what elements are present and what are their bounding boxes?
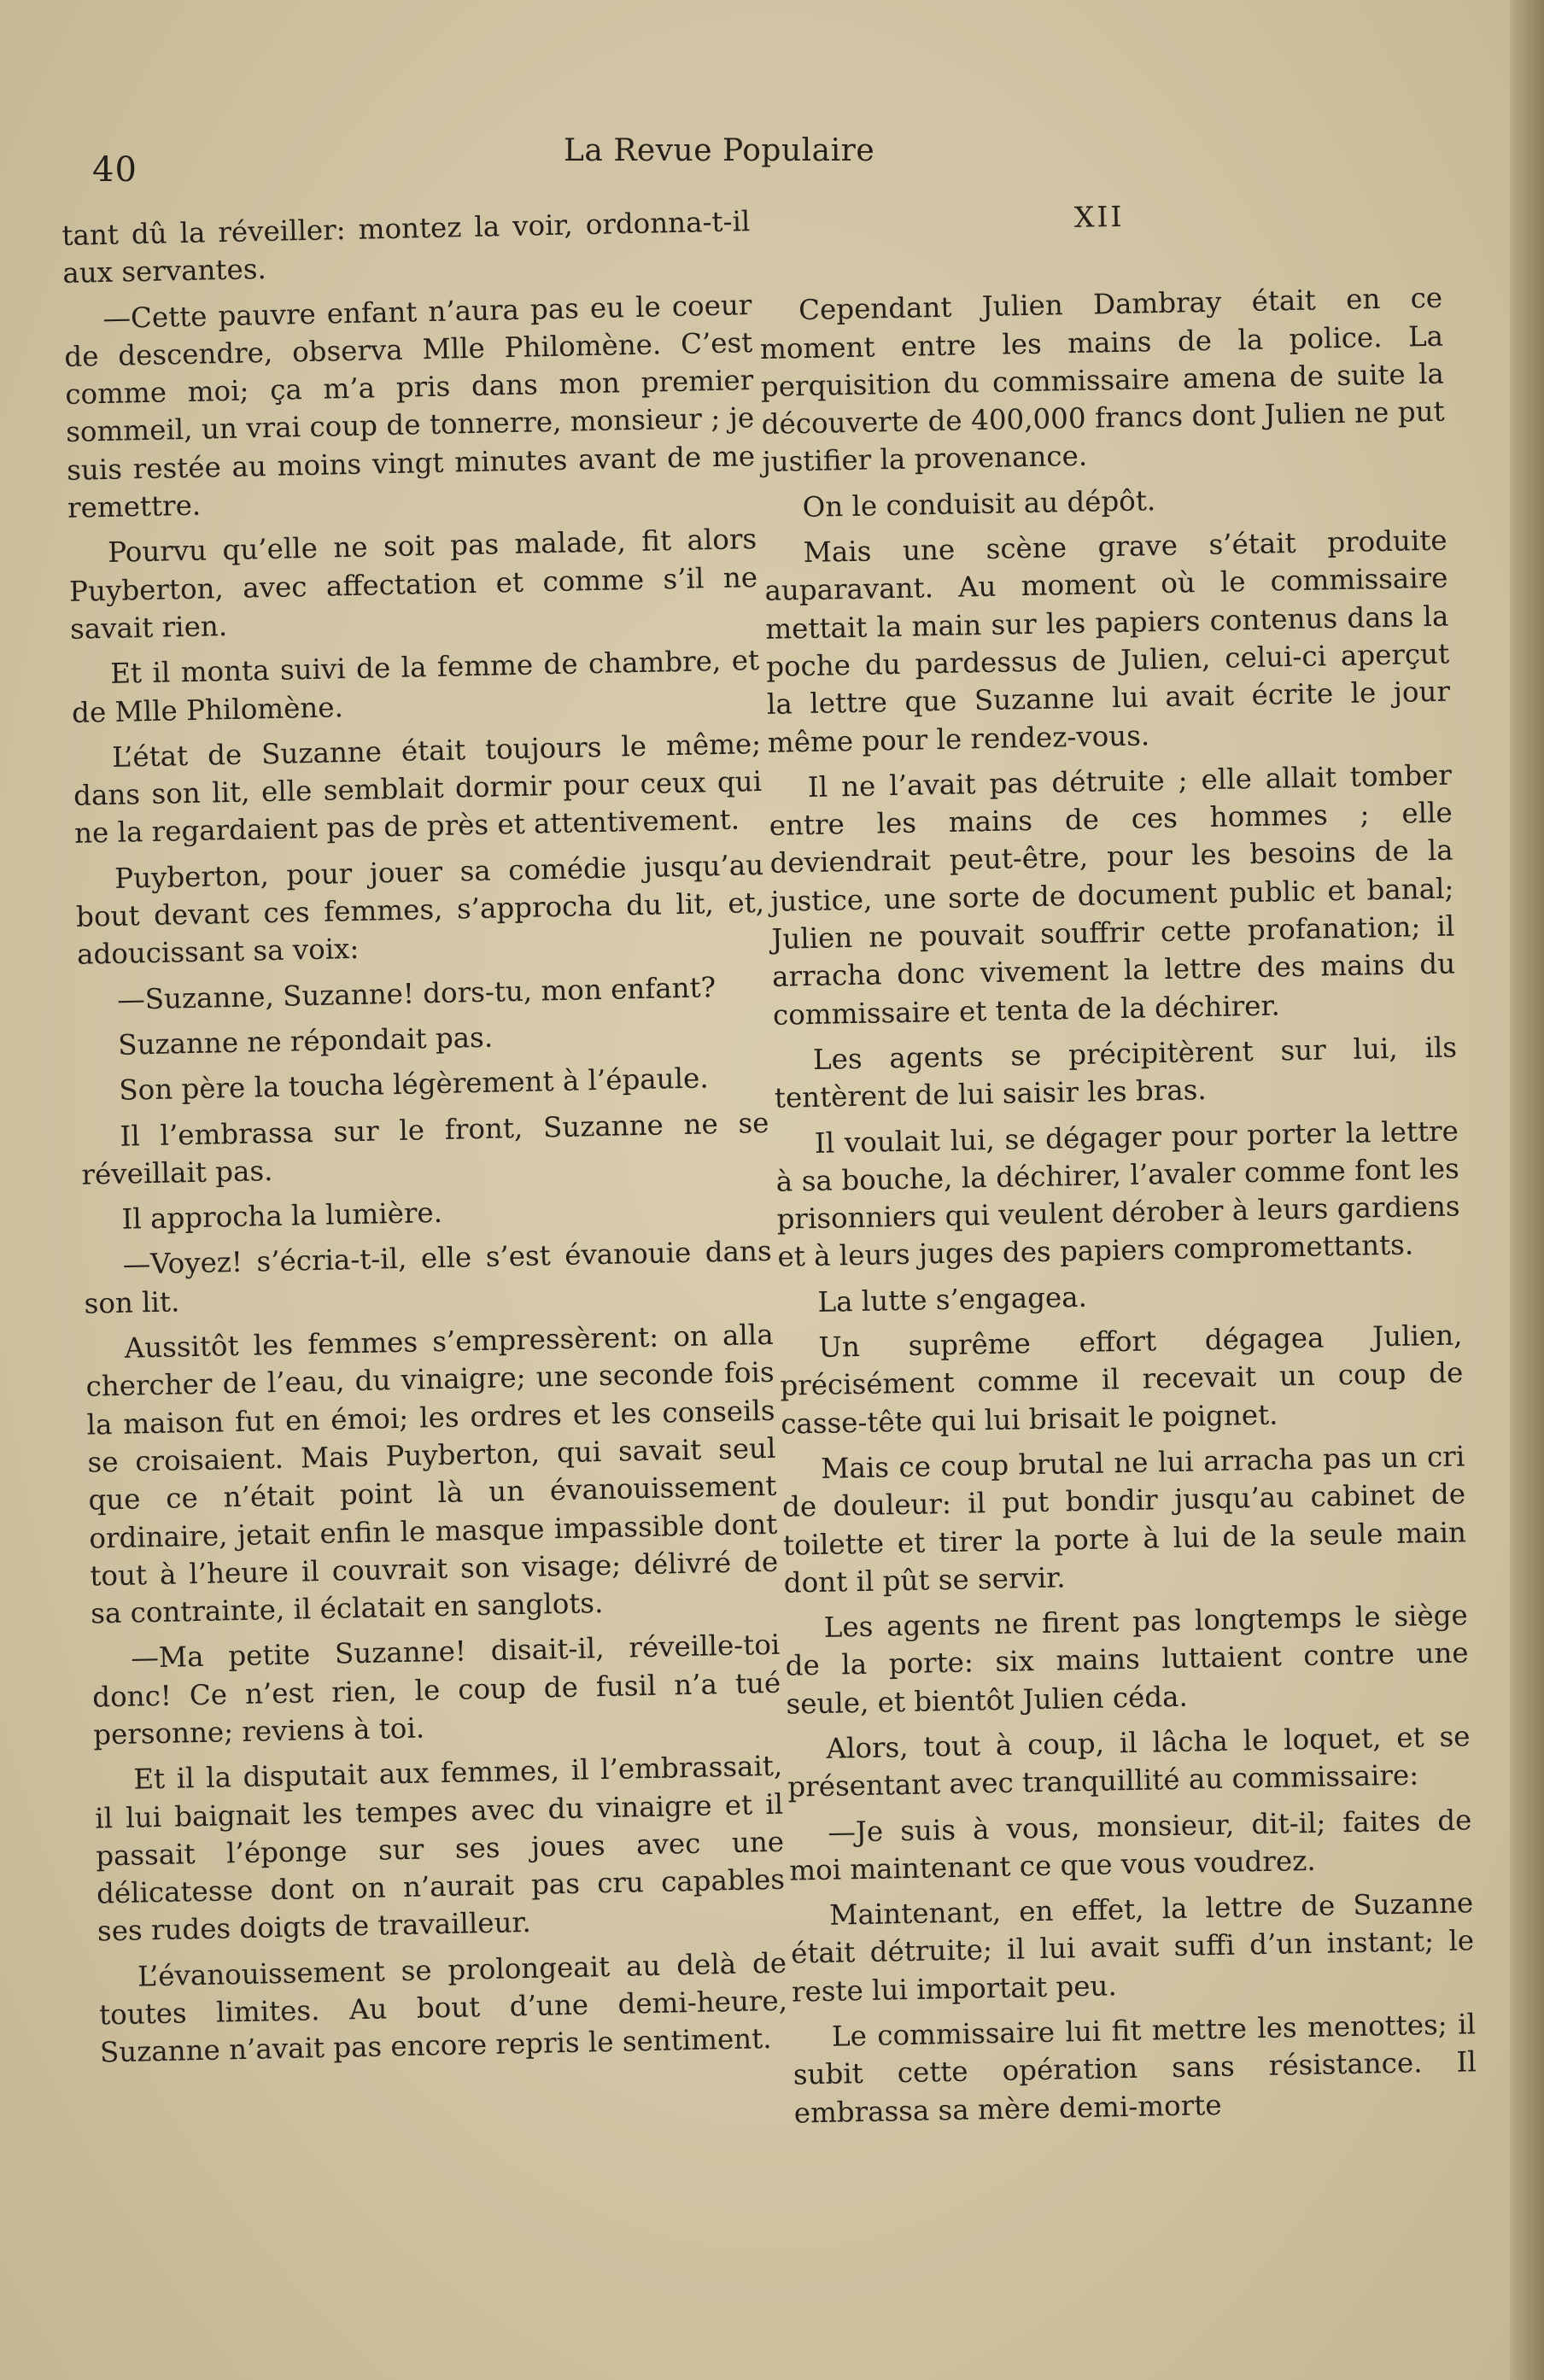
paragraph: La lutte s’engagea. xyxy=(817,1280,1088,1319)
running-head: La Revue Populaire xyxy=(564,133,875,168)
paragraph: Puyberton, pour jouer sa comédie jusqu’au bout devant ces femmes, s’approcha du lit, et, adoucissant sa voix: xyxy=(75,848,765,972)
paragraph: Le commissaire lui fit mettre les menottes; il subit cette opération sans résistance. Il embrassa sa mère demi-morte xyxy=(792,2008,1477,2130)
paragraph: On le conduisit au dépôt. xyxy=(802,483,1156,523)
paragraph: tant dû la réveiller: montez la voir, ordonna-t-il aux servantes. xyxy=(61,205,751,290)
right-column xyxy=(758,199,1477,2140)
paragraph: Les agents ne firent pas longtemps le siège de la porte: six mains luttaient contre une seule, et bientôt Julien céda. xyxy=(785,1599,1469,1721)
paragraph: Et il monta suivi de la femme de chambre, et de Mlle Philomène. xyxy=(71,644,760,729)
paragraph: Maintenant, en effet, la lettre de Suzanne était détruite; il lui avait suffi d’un instant; le reste lui importait peu. xyxy=(790,1886,1475,2009)
paragraph: Son père la toucha légèrement à l’épaule. xyxy=(119,1061,709,1108)
paragraph: Cependant Julien Dambray était en ce moment entre les mains de la police. La perquisition du commissaire amena de suite la découverte de 400,000 francs dont Julien ne put justifier la provenance. xyxy=(759,281,1446,479)
left-column xyxy=(61,202,789,2079)
page-spine-shadow xyxy=(1510,0,1544,2380)
paragraph: —Suzanne, Suzanne! dors-tu, mon enfant? xyxy=(116,970,716,1016)
paragraph: Aussitôt les femmes s’empressèrent: on alla chercher de l’eau, du vinaigre; une seconde fois la maison fut en émoi; les ordres et les conseils se croisaient. Mais Puyberton, qui savait seul que ce n’était point là un évanouissement ordinaire, jetait enfin le masque impassible dont tout à l’heure il couvrait son visage; délivré de sa contrainte, il éclatait en sanglots. xyxy=(85,1318,779,1630)
paragraph: Suzanne ne répondait pas. xyxy=(117,1020,494,1061)
paragraph: —Voyez! s’écria-t-il, elle s’est évanouie dans son lit. xyxy=(84,1235,772,1320)
paragraph: Un suprême effort dégagea Julien, précisément comme il recevait un coup de casse-tête qui lui brisait le poignet. xyxy=(780,1319,1464,1441)
paragraph: —Cette pauvre enfant n’aura pas eu le coeur de descendre, observa Mlle Philomène. C’est comme moi; ça m’a pris dans mon premier sommeil, un vrai coup de tonnerre, monsieur ; je suis restée au moins vingt minutes avant de me remettre. xyxy=(64,288,756,524)
paragraph: L’état de Suzanne était toujours le même; dans son lit, elle semblait dormir pour ceux qui ne la regardaient pas de près et attentivement. xyxy=(73,727,763,851)
paragraph: Mais ce coup brutal ne lui arracha pas un cri de douleur: il put bondir jusqu’au cabinet de toilette et tirer la porte à lui de la seule main dont il pût se servir. xyxy=(781,1440,1467,1599)
paragraph: Pourvu qu’elle ne soit pas malade, fit alors Puyberton, avec affectation et comme s’il ne savait rien. xyxy=(68,523,758,646)
paragraph: —Ma petite Suzanne! disait-il, réveille-toi donc! Ce n’est rien, le coup de fusil n’a tué personne; reviens à toi. xyxy=(91,1629,781,1751)
paragraph: Alors, tout à coup, il lâcha le loquet, et se présentant avec tranquillité au commissaire: xyxy=(787,1720,1471,1804)
paragraph: Et il la disputait aux femmes, il l’embrassait, il lui baignait les tempes avec du vinaigre et il passait l’éponge sur ses joues avec une délicatesse dont on n’aurait pas cru capables ses rudes doigts de travailleur. xyxy=(94,1750,786,1949)
paragraph: Il approcha la lumière. xyxy=(121,1196,443,1236)
paragraph: Il ne l’avait pas détruite ; elle allait tomber entre les mains de ces hommes ; elle deviendrait peut-être, pour les besoins de la justice, une sorte de document public et banal; Julien ne pouvait souffrir cette profanation; il arracha donc vivement la lettre des mains du commissaire et tenta de la déchirer. xyxy=(769,758,1456,1032)
paragraph: —Je suis à vous, monsieur, dit-il; faites de moi maintenant ce que vous voudrez. xyxy=(788,1803,1472,1887)
paragraph: Il voulait lui, se dégager pour porter la lettre à sa bouche, la déchirer, l’avaler comme font les prisonniers qui veulent dérober à leurs gardiens et à leurs juges des papiers compromettants. xyxy=(775,1114,1460,1274)
paragraph: L’évanouissement se prolongeait au delà de toutes limites. Au bout d’une demi-heure, Suzanne n’avait pas encore repris le sentiment. xyxy=(98,1946,788,2069)
chapter-heading: XII xyxy=(1073,199,1125,234)
paragraph: Il l’embrassa sur le front, Suzanne ne se réveillait pas. xyxy=(81,1106,769,1191)
paragraph: Mais une scène grave s’était produite auparavant. Au moment où le commissaire mettait la main sur les papiers contenus dans la poche du pardessus de Julien, celui-ci aperçut la lettre que Suzanne lui avait écrite le jour même pour le rendez-vous. xyxy=(764,523,1451,759)
paragraph: Les agents se précipitèrent sur lui, ils tentèrent de lui saisir les bras. xyxy=(774,1031,1458,1115)
page-number: 40 xyxy=(92,150,137,190)
